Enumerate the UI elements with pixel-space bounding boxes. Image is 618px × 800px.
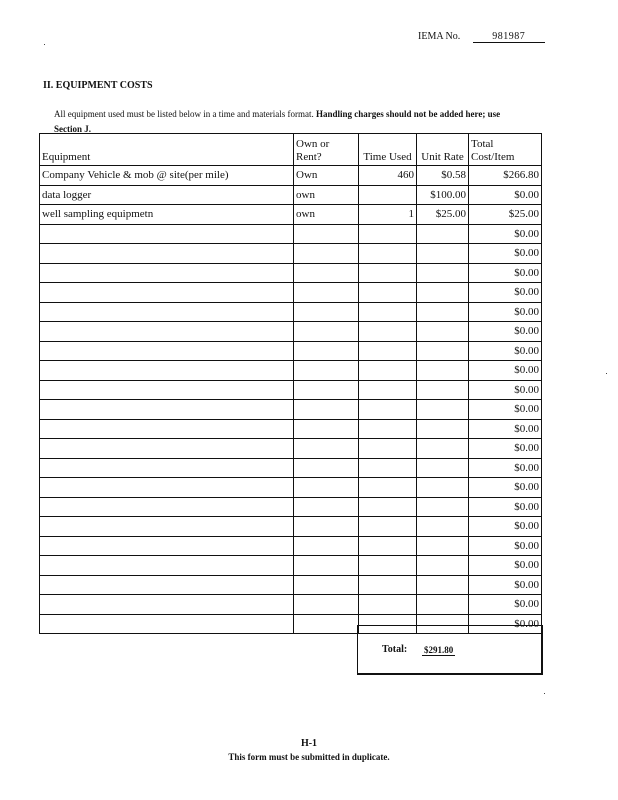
table-row: [40, 536, 542, 556]
cell-total: $0.00: [469, 361, 542, 381]
table-body: [40, 166, 542, 634]
cell-own-rent: [294, 478, 359, 498]
cell-time-used: [359, 419, 417, 439]
cell-equipment: [40, 322, 294, 342]
cell-unit-rate: [417, 478, 469, 498]
cell-own-rent: [294, 244, 359, 264]
table-row: [40, 400, 542, 420]
cell-time-used: [359, 380, 417, 400]
cell-unit-rate: [417, 322, 469, 342]
cell-own-rent: [294, 595, 359, 615]
cell-equipment: [40, 283, 294, 303]
cell-unit-rate: [417, 517, 469, 537]
cell-unit-rate: [417, 595, 469, 615]
cell-unit-rate: [417, 380, 469, 400]
table-row: [40, 361, 542, 381]
cell-equipment: [40, 439, 294, 459]
cell-own-rent: [294, 361, 359, 381]
cell-total: $0.00: [469, 244, 542, 264]
header-unit-rate: Unit Rate: [417, 134, 469, 166]
cell-equipment: [40, 614, 294, 634]
cell-own-rent: Own: [294, 166, 359, 186]
cell-equipment: [40, 341, 294, 361]
cell-unit-rate: [417, 497, 469, 517]
cell-equipment: [40, 224, 294, 244]
header-total-cost: Total Cost/Item: [469, 134, 542, 166]
cell-total: $0.00: [469, 439, 542, 459]
cell-time-used: [359, 575, 417, 595]
cell-time-used: [359, 283, 417, 303]
cell-equipment: [40, 263, 294, 283]
cell-time-used: 1: [359, 205, 417, 225]
cell-unit-rate: [417, 556, 469, 576]
table-row: [40, 517, 542, 537]
cell-own-rent: [294, 419, 359, 439]
cell-unit-rate: [417, 575, 469, 595]
table-row: [40, 556, 542, 576]
cell-unit-rate: [417, 302, 469, 322]
cell-time-used: [359, 341, 417, 361]
cell-equipment: Company Vehicle & mob @ site(per mile): [40, 166, 294, 186]
cell-total: $0.00: [469, 322, 542, 342]
cell-time-used: [359, 244, 417, 264]
cell-unit-rate: $100.00: [417, 185, 469, 205]
iema-number: 981987: [473, 31, 545, 43]
cell-time-used: [359, 595, 417, 615]
cell-total: $0.00: [469, 400, 542, 420]
table-row: [40, 322, 542, 342]
cell-own-rent: [294, 283, 359, 303]
cell-unit-rate: $0.58: [417, 166, 469, 186]
cell-total: $0.00: [469, 458, 542, 478]
equipment-table: [39, 133, 542, 634]
footer-note: This form must be submitted in duplicate.: [228, 752, 390, 762]
cell-own-rent: [294, 224, 359, 244]
table-row: [40, 185, 542, 205]
cell-time-used: [359, 497, 417, 517]
cell-time-used: [359, 556, 417, 576]
cell-time-used: [359, 478, 417, 498]
table-row: [40, 478, 542, 498]
cell-equipment: [40, 458, 294, 478]
cell-unit-rate: [417, 244, 469, 264]
cell-time-used: [359, 400, 417, 420]
cell-total: $0.00: [469, 341, 542, 361]
cell-own-rent: [294, 517, 359, 537]
cell-own-rent: [294, 322, 359, 342]
cell-total: $0.00: [469, 302, 542, 322]
cell-equipment: [40, 380, 294, 400]
cell-own-rent: [294, 536, 359, 556]
cell-time-used: [359, 185, 417, 205]
total-value: $291.80: [424, 645, 454, 655]
cell-time-used: [359, 517, 417, 537]
cell-total: $0.00: [469, 478, 542, 498]
cell-unit-rate: [417, 536, 469, 556]
cell-total: $0.00: [469, 419, 542, 439]
cell-equipment: [40, 361, 294, 381]
cell-equipment: [40, 478, 294, 498]
cell-own-rent: [294, 380, 359, 400]
instructions-regular: All equipment used must be listed below in a time and materials format.: [54, 109, 316, 119]
iema-label: IEMA No.: [418, 31, 461, 42]
cell-total: $0.00: [469, 517, 542, 537]
cell-unit-rate: [417, 400, 469, 420]
table-row: [40, 302, 542, 322]
cell-unit-rate: [417, 283, 469, 303]
table-header-row: [40, 134, 542, 166]
cell-total: $0.00: [469, 614, 542, 634]
cell-total: $0.00: [469, 536, 542, 556]
cell-own-rent: [294, 575, 359, 595]
cell-time-used: [359, 439, 417, 459]
cell-total: $0.00: [469, 556, 542, 576]
cell-time-used: [359, 458, 417, 478]
cell-time-used: [359, 263, 417, 283]
cell-equipment: [40, 244, 294, 264]
cell-own-rent: own: [294, 205, 359, 225]
cell-equipment: [40, 595, 294, 615]
table-row: [40, 575, 542, 595]
cell-total: $0.00: [469, 263, 542, 283]
cell-total: $266.80: [469, 166, 542, 186]
cell-total: $0.00: [469, 575, 542, 595]
cell-total: $0.00: [469, 595, 542, 615]
cell-unit-rate: [417, 263, 469, 283]
cell-own-rent: [294, 341, 359, 361]
table-row: [40, 283, 542, 303]
table-row: [40, 380, 542, 400]
table-row: [40, 205, 542, 225]
cell-time-used: [359, 302, 417, 322]
table-row: [40, 595, 542, 615]
cell-time-used: [359, 322, 417, 342]
cell-unit-rate: $25.00: [417, 205, 469, 225]
page-number: H-1: [300, 738, 318, 749]
iema-number-field: [418, 31, 545, 43]
cell-own-rent: [294, 263, 359, 283]
cell-unit-rate: [417, 439, 469, 459]
cell-unit-rate: [417, 361, 469, 381]
cell-total: $0.00: [469, 283, 542, 303]
cell-total: $0.00: [469, 224, 542, 244]
table-row: [40, 224, 542, 244]
header-equipment: Equipment: [40, 134, 294, 166]
cell-equipment: well sampling equipmetn: [40, 205, 294, 225]
cell-own-rent: [294, 556, 359, 576]
cell-equipment: [40, 302, 294, 322]
cell-unit-rate: [417, 224, 469, 244]
cell-equipment: [40, 575, 294, 595]
table-row: [40, 419, 542, 439]
cell-own-rent: [294, 458, 359, 478]
cell-time-used: [359, 536, 417, 556]
cell-own-rent: [294, 400, 359, 420]
cell-equipment: [40, 497, 294, 517]
table-row: [40, 341, 542, 361]
total-box: [357, 625, 543, 675]
cell-own-rent: own: [294, 185, 359, 205]
cell-time-used: [359, 361, 417, 381]
cell-equipment: [40, 536, 294, 556]
table-row: [40, 497, 542, 517]
cell-total: $0.00: [469, 380, 542, 400]
cell-own-rent: [294, 439, 359, 459]
section-title: II. EQUIPMENT COSTS: [43, 80, 153, 91]
table-row: [40, 244, 542, 264]
instructions-bold: Handling charges should not be added here; use Section J.: [54, 109, 501, 134]
table-row: [40, 166, 542, 186]
table-row: [40, 458, 542, 478]
cell-own-rent: [294, 302, 359, 322]
header-own-rent: Own or Rent?: [294, 134, 359, 166]
table-row: [40, 439, 542, 459]
cell-time-used: 460: [359, 166, 417, 186]
cell-equipment: [40, 419, 294, 439]
cell-own-rent: [294, 614, 359, 634]
table-row: [40, 263, 542, 283]
cell-equipment: [40, 517, 294, 537]
cell-own-rent: [294, 497, 359, 517]
cell-unit-rate: [417, 419, 469, 439]
cell-equipment: [40, 400, 294, 420]
header-time-used: Time Used: [359, 134, 417, 166]
cell-total: $25.00: [469, 205, 542, 225]
cell-equipment: [40, 556, 294, 576]
total-label: Total:: [382, 644, 408, 655]
cell-unit-rate: [417, 458, 469, 478]
cell-equipment: data logger: [40, 185, 294, 205]
cell-time-used: [359, 224, 417, 244]
cell-total: $0.00: [469, 185, 542, 205]
cell-unit-rate: [417, 341, 469, 361]
cell-total: $0.00: [469, 497, 542, 517]
